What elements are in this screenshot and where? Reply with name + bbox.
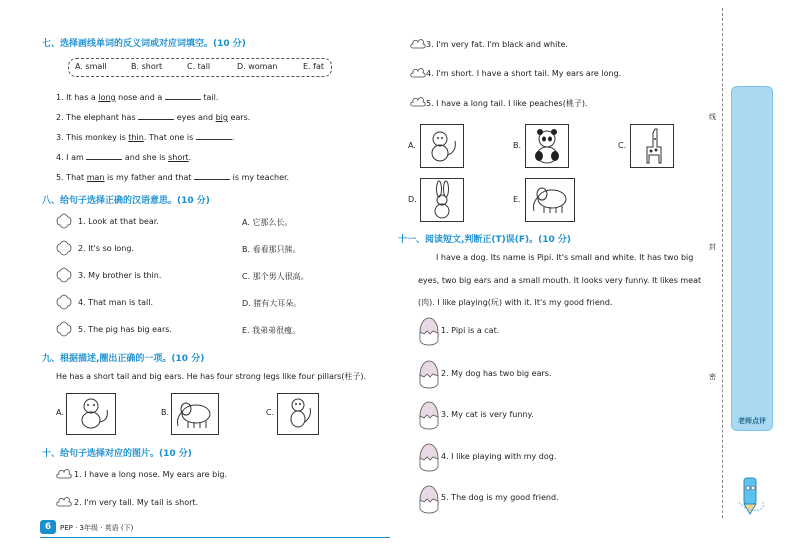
option-label: A. — [56, 408, 64, 417]
monkey-image[interactable] — [66, 393, 116, 435]
teacher-comment-label: 老师点评 — [738, 417, 766, 425]
sentence: 2. It's so long. — [78, 244, 134, 253]
passage-line: (肉). I like playing(玩) with it. It's my good friend. — [418, 298, 613, 307]
answer-blank[interactable] — [165, 92, 201, 100]
panda-image[interactable] — [525, 124, 569, 168]
answer-cloud-icon[interactable] — [56, 494, 72, 508]
margin-char: 封 — [709, 243, 716, 251]
footer-divider — [40, 537, 390, 538]
egg-answer-icon[interactable] — [418, 316, 440, 346]
monkey-image[interactable] — [277, 393, 319, 435]
answer-cloud-icon[interactable] — [410, 65, 426, 79]
true-false-statement: 5. The dog is my good friend. — [441, 493, 559, 502]
egg-answer-icon[interactable] — [418, 484, 440, 514]
word-option: A. small — [75, 62, 107, 71]
answer-blank[interactable] — [86, 152, 122, 160]
teacher-comment-panel — [731, 86, 773, 431]
elephant-image[interactable] — [525, 178, 575, 222]
meaning: C. 那个男人很高。 — [242, 272, 309, 281]
option-label: C. — [266, 408, 275, 417]
egg-answer-icon[interactable] — [418, 442, 440, 472]
meaning: E. 我弟弟很瘦。 — [242, 326, 301, 335]
word-option: D. woman — [237, 62, 278, 71]
page-number: 6 — [40, 520, 56, 534]
picture-sentence: 4. I'm short. I have a short tail. My ears are long. — [426, 69, 622, 78]
sentence: 5. The pig has big ears. — [78, 325, 172, 334]
word-bank — [68, 58, 332, 77]
section-10-title: 十、给句子选择对应的图片。(10 分) — [42, 449, 192, 459]
margin-char: 线 — [709, 113, 716, 121]
answer-flower-icon[interactable] — [56, 321, 72, 337]
fill-item-4: 4. I am and she is short. — [56, 153, 192, 162]
footer-text: PEP · 3年级 · 英语 (下) — [60, 524, 134, 532]
picture-sentence: 1. I have a long nose. My ears are big. — [74, 470, 228, 479]
section-9-description: He has a short tail and big ears. He has four strong legs like four pillars(柱子). — [56, 372, 367, 381]
section-9-title: 九、根据描述,圈出正确的一项。(10 分) — [42, 354, 205, 364]
pencil-mascot-icon — [735, 472, 765, 516]
answer-flower-icon[interactable] — [56, 294, 72, 310]
picture-label: D. — [408, 195, 417, 204]
picture-label: B. — [513, 141, 522, 150]
meaning: A. 它那么长。 — [242, 218, 293, 227]
word-option: E. fat — [303, 62, 324, 71]
elephant-image[interactable] — [171, 393, 219, 435]
section-8-title: 八、给句子选择正确的汉语意思。(10 分) — [42, 196, 210, 206]
section-7-title: 七、选择画线单词的反义词或对应词填空。(10 分) — [42, 39, 246, 49]
matching-list — [56, 213, 356, 348]
picture-label: A. — [408, 141, 416, 150]
fill-item-3: 3. This monkey is thin. That one is . — [56, 133, 235, 142]
fill-item-5: 5. That man is my father and that is my teacher. — [56, 173, 290, 182]
fill-item-2: 2. The elephant has eyes and big ears. — [56, 113, 251, 122]
picture-label: C. — [618, 141, 627, 150]
meaning: B. 看看那只熊。 — [242, 245, 301, 254]
passage-line: I have a dog. Its name is Pipi. It's small and white. It has two big — [436, 253, 694, 262]
option-label: B. — [161, 408, 170, 417]
egg-answer-icon[interactable] — [418, 359, 440, 389]
picture-sentence: 2. I'm very tall. My tail is short. — [74, 498, 199, 507]
true-false-statement: 4. I like playing with my dog. — [441, 452, 557, 461]
picture-sentence: 3. I'm very fat. I'm black and white. — [426, 40, 568, 49]
answer-flower-icon[interactable] — [56, 213, 72, 229]
passage-line: eyes, two big ears and a small mouth. It looks very funny. It likes meat — [418, 276, 702, 285]
answer-flower-icon[interactable] — [56, 240, 72, 256]
monkey-image[interactable] — [420, 124, 464, 168]
giraffe-image[interactable] — [630, 124, 674, 168]
answer-cloud-icon[interactable] — [410, 36, 426, 50]
egg-answer-icon[interactable] — [418, 400, 440, 430]
meaning: D. 猪有大耳朵。 — [242, 299, 302, 308]
answer-cloud-icon[interactable] — [56, 466, 72, 480]
answer-cloud-icon[interactable] — [410, 94, 426, 108]
sentence: 3. My brother is thin. — [78, 271, 162, 280]
true-false-statement: 3. My cat is very funny. — [441, 410, 534, 419]
sentence: 1. Look at that bear. — [78, 217, 159, 226]
answer-blank[interactable] — [196, 132, 232, 140]
section-11-title: 十一、阅读短文,判断正(T)误(F)。(10 分) — [398, 235, 572, 245]
binding-line — [722, 8, 723, 518]
word-option: C. tall — [187, 62, 211, 71]
word-option: B. short — [131, 62, 163, 71]
rabbit-image[interactable] — [420, 178, 464, 222]
picture-sentence: 5. I have a long tail. I like peaches(桃子). — [426, 99, 588, 108]
fill-item-1: 1. It has a long nose and a tail. — [56, 93, 219, 102]
margin-char: 密 — [709, 373, 716, 381]
picture-label: E. — [513, 195, 521, 204]
sentence: 4. That man is tall. — [78, 298, 153, 307]
answer-flower-icon[interactable] — [56, 267, 72, 283]
true-false-statement: 1. Pipi is a cat. — [441, 326, 500, 335]
answer-blank[interactable] — [138, 112, 174, 120]
true-false-statement: 2. My dog has two big ears. — [441, 369, 552, 378]
answer-blank[interactable] — [194, 172, 230, 180]
